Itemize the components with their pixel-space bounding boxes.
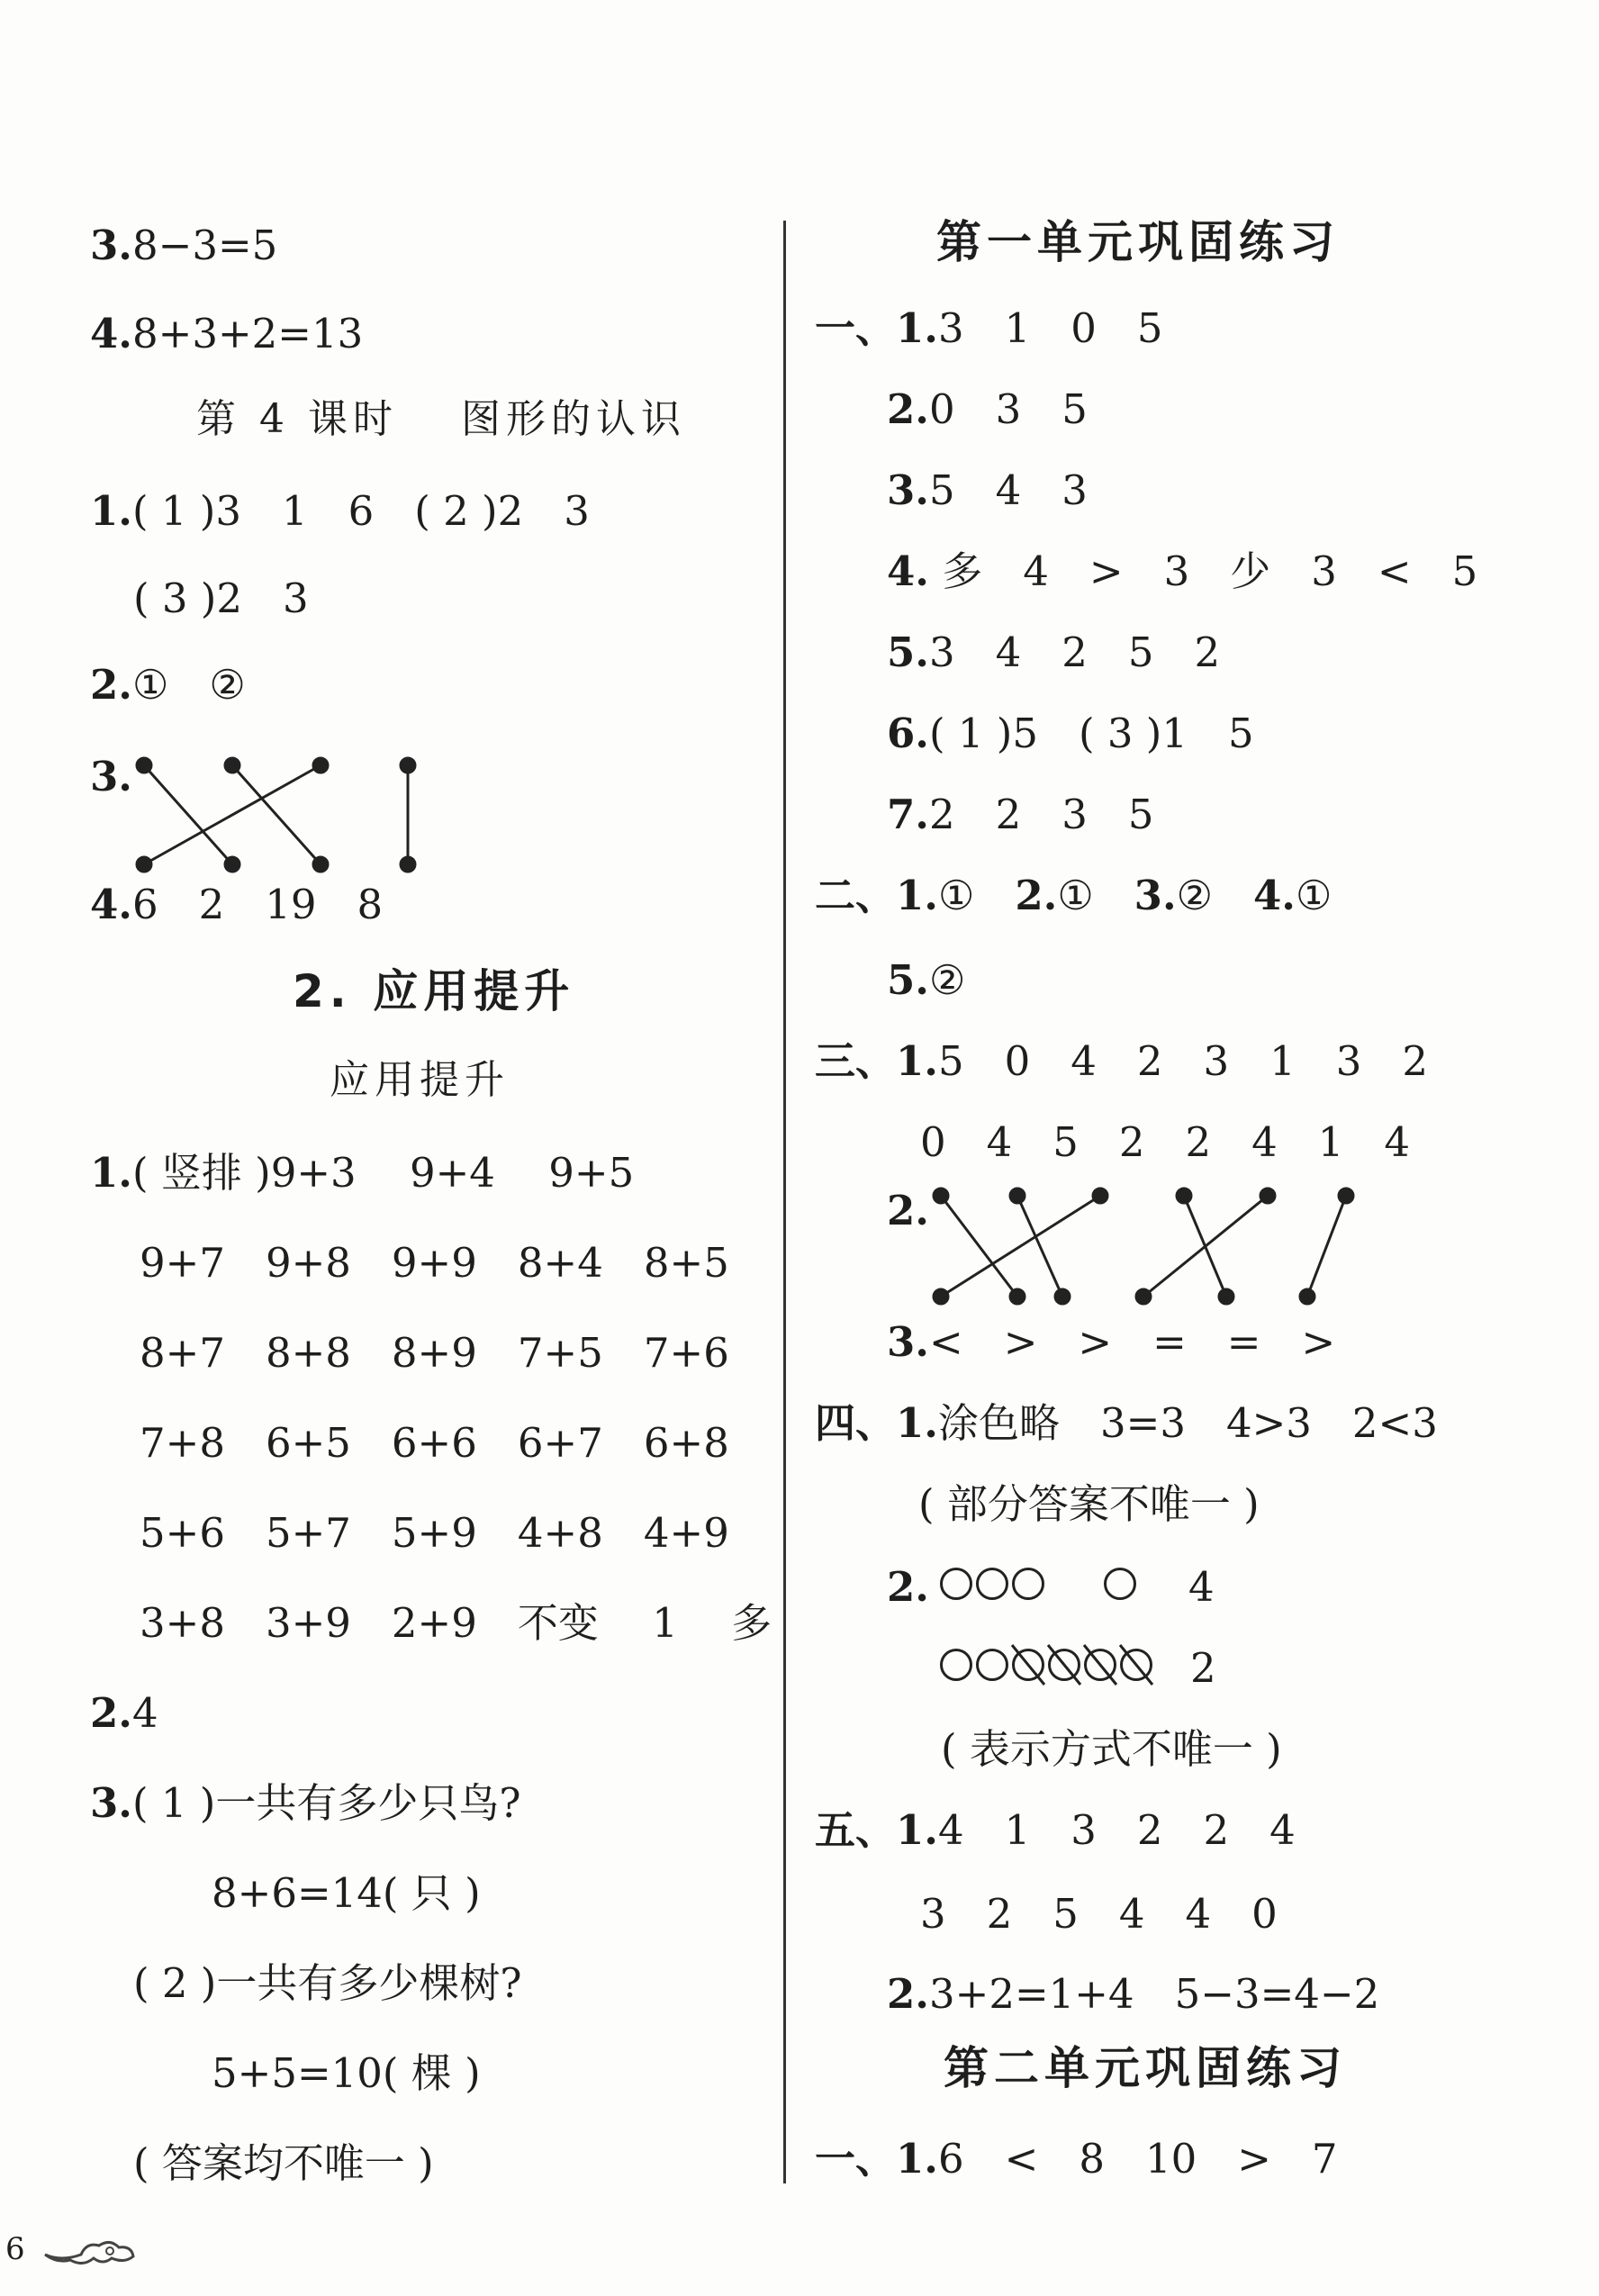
item-number: 五、1. [815,1806,938,1854]
answer-text: 4 1 3 2 2 4 [937,1806,1296,1854]
item-number: 2. [887,1187,929,1234]
answer-line: 8+7 8+8 8+9 7+5 7+6 [140,1329,729,1377]
item-number: 3. [887,466,929,514]
item-number: 1. [90,487,132,535]
item-number: 3. [90,753,132,800]
item-number: 3. [1134,872,1177,919]
answer-line: ( 3 )2 3 [133,574,309,622]
answer-text: 2 2 3 5 [928,791,1154,838]
answer-text: 8−3=5 [131,221,278,269]
answer-note: ( 表示方式不唯一 ) [941,1725,1282,1773]
item-number: 2. [887,1563,929,1611]
item-number: 2. [1015,872,1058,919]
item-number: 4. [1252,872,1296,919]
answer-text: 6 2 19 8 [131,881,384,928]
answer-text: 4 [131,1689,158,1737]
item-number: 3. [887,1318,929,1366]
answer-note: ( 答案均不唯一 ) [133,2139,434,2187]
answer-text: 0 3 5 [928,385,1088,433]
answer-text: ① ② [131,661,246,709]
item-number: 6. [887,710,929,757]
item-number: 4. [887,547,929,595]
answer-line: 5+5=10( 棵 ) [212,2049,481,2097]
answer-text: ( 1 )3 1 6 ( 2 )2 3 [131,487,590,535]
item-number: 1. [90,1149,132,1197]
answer-text: 5 0 4 2 3 1 3 2 [937,1037,1429,1085]
section-subtitle: 第 4 课时 图形的认识 [196,396,686,442]
answer-line [815,1806,1296,1854]
answer-line: 0 4 5 2 2 4 1 4 [920,1118,1411,1166]
answer-text: ( 1 )5 ( 3 )1 5 [928,710,1254,757]
answer-line [887,1970,1380,2018]
answer-line: 8+6=14( 只 ) [212,1869,481,1917]
answer-note: ( 部分答案不唯一 ) [918,1480,1260,1528]
item-number: 二、1. [815,872,938,919]
item-number: 5. [887,628,929,676]
item-number: 3. [90,221,132,269]
item-number: 4. [90,310,132,357]
item-number: 2. [887,385,929,433]
item-number: 5. [887,956,929,1004]
answer-text: ( 竖排 )9+3 9+4 9+5 [131,1149,635,1197]
item-number: 7. [887,791,929,838]
section-heading: 第一单元巩固练习 [936,216,1340,268]
answer-line [815,2135,1338,2183]
answer-text: 多 4 > 3 少 3 < 5 [928,547,1478,595]
item-number: 三、1. [815,1037,938,1085]
answer-line: ( 2 )一共有多少棵树? [133,1959,522,2007]
item-number: 3. [90,1779,132,1827]
answer-text: 2 [1190,1644,1216,1692]
item-number: 一、1. [815,2135,938,2183]
answer-text: 5 4 3 [928,466,1088,514]
answer-text: 6 < 8 10 > 7 [937,2135,1338,2183]
section-heading: 第二单元巩固练习 [944,2042,1347,2094]
answer-text: 3+2=1+4 5−3=4−2 [928,1970,1380,2018]
item-number: 2. [90,1689,132,1737]
item-number: 2. [90,661,132,709]
answer-text: ① [1295,872,1332,919]
item-number: 2. [887,1970,929,2018]
section-subtitle: 应用提升 [330,1057,510,1103]
section-heading: 2. 应用提升 [293,965,575,1017]
answer-line: 7+8 6+5 6+6 6+7 6+8 [140,1419,729,1467]
answer-line: 9+7 9+8 9+9 8+4 8+5 [140,1239,729,1287]
item-number: 一、1. [815,304,938,352]
answer-text: ② [928,956,966,1004]
page-number: 6 [5,2231,25,2267]
answer-text: ① [937,872,1016,919]
answer-text: 3 4 2 5 2 [928,628,1221,676]
answer-text: ① [1057,872,1134,919]
item-number: 4. [90,881,132,928]
answer-text: ② [1176,872,1253,919]
answer-text: < > > = = > [928,1318,1336,1366]
answer-line: 3+8 3+9 2+9 不变 1 多 [140,1599,772,1647]
answer-text: 8+3+2=13 [131,310,364,357]
item-number: 四、1. [815,1399,938,1447]
answer-text: 4 [1188,1563,1215,1611]
answer-text: 3 1 0 5 [937,304,1163,352]
answer-line: 3 2 5 4 4 0 [920,1890,1278,1938]
answer-text: 涂色略 3=3 4>3 2<3 [937,1399,1438,1447]
cloud-ornament-icon [43,2231,142,2267]
answer-line: 5+6 5+7 5+9 4+8 4+9 [140,1509,729,1557]
answer-text: ( 1 )一共有多少只鸟? [131,1779,521,1827]
